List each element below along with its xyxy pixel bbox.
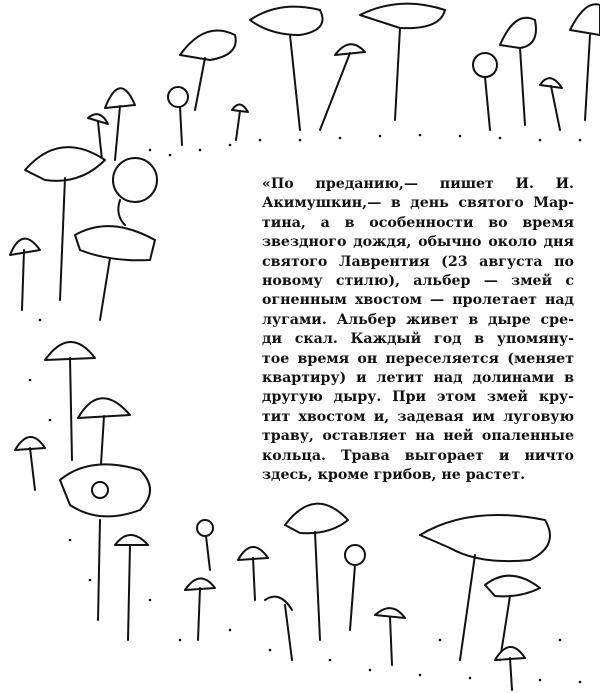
text-line: звездного дождя, обычно около дня <box>262 234 574 251</box>
text-line: ди скал. Каждый год в упомяну- <box>262 331 574 348</box>
text-line: кольца. Трава выгорает и ничто <box>262 447 574 464</box>
text-line: тое время он переселяется (меняет <box>262 350 574 367</box>
text-line: тит хвостом и, задевая им луговую <box>262 408 574 425</box>
text-line: здесь, кроме грибов, не растет. <box>262 467 526 484</box>
text-line: квартиру) и летит над долинами в <box>262 370 574 387</box>
text-line: новому стилю), альбер — змей с <box>262 273 574 290</box>
text-line: траву, оставляет на ней опаленные <box>262 428 574 445</box>
text-line: огненным хвостом — пролетает над <box>262 292 574 309</box>
text-line: тина, а в особенности во время <box>262 214 574 231</box>
text-line: «По преданию,— пишет И. И. <box>262 176 574 192</box>
text-line: Акимушкин,— в день святого Мар- <box>262 195 574 212</box>
text-line: другую дыру. При этом змей кру- <box>262 389 574 406</box>
text-line: лугами. Альбер живет в дыре сре- <box>262 311 574 328</box>
quote-paragraph <box>262 175 574 486</box>
text-line: святого Лаврентия (23 августа по <box>262 253 574 270</box>
